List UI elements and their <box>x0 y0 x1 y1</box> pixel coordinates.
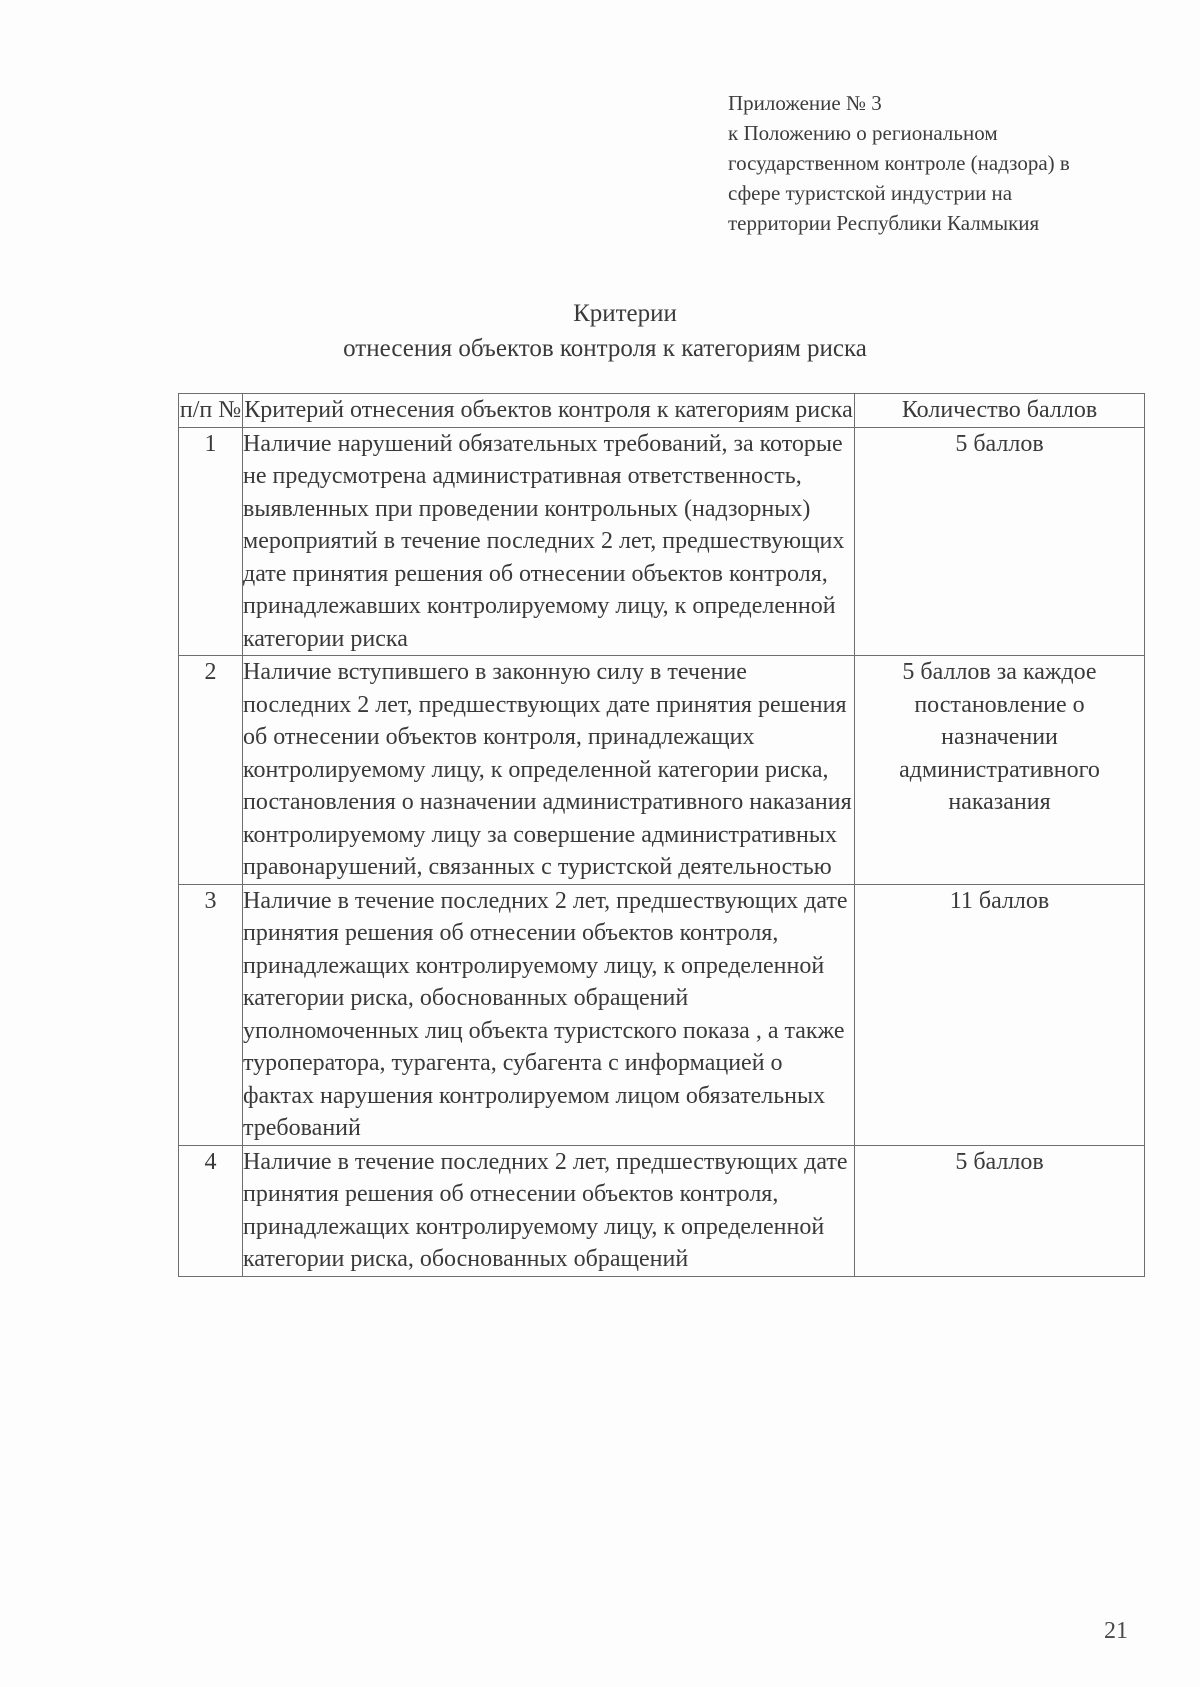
row-points: 11 баллов <box>855 884 1145 1145</box>
document-heading <box>0 296 1200 366</box>
annex-line: Приложение № 3 <box>728 91 882 115</box>
annex-line: сфере туристской индустрии на <box>728 181 1013 205</box>
row-criterion: Наличие вступившего в законную силу в течение последних 2 лет, предшествующих дате принятия решения об отнесении объектов контроля, принадлежащих контролируемому лицу, к определенной категории риска, постановления о назначении административного наказания контролируемому лицу за совершение административных правонарушений, связанных с туристской деятельностью <box>243 656 855 885</box>
annex-line: к Положению о региональном <box>728 121 998 145</box>
page-subtitle: отнесения объектов контроля к категориям риска <box>343 335 867 362</box>
criteria-table <box>178 393 1145 1277</box>
row-criterion: Наличие в течение последних 2 лет, предшествующих дате принятия решения об отнесении объектов контроля, принадлежащих контролируемому лицу, к определенной категории риска, обоснованных обращений уполномоченных лиц объекта туристского показа , а также туроператора, турагента, субагента с информацией о фактах нарушения контролируемом лицом обязательных требований <box>243 884 855 1145</box>
page-title: Критерии <box>573 300 677 327</box>
row-number: 2 <box>179 656 243 885</box>
row-number: 4 <box>179 1145 243 1276</box>
page-number: 21 <box>1104 1618 1128 1644</box>
table-row <box>179 427 1145 656</box>
column-header-points: Количество баллов <box>855 394 1145 428</box>
annex-reference <box>728 88 1148 238</box>
annex-line: территории Республики Калмыкия <box>728 211 1040 235</box>
row-criterion: Наличие в течение последних 2 лет, предшествующих дате принятия решения об отнесении объектов контроля, принадлежащих контролируемому лицу, к определенной категории риска, обоснованных обращений <box>243 1145 855 1276</box>
row-points: 5 баллов <box>855 427 1145 656</box>
row-points: 5 баллов за каждое постановление о назначении административного наказания <box>855 656 1145 885</box>
row-criterion: Наличие нарушений обязательных требований, за которые не предусмотрена административная ответственность, выявленных при проведении контрольных (надзорных) мероприятий в течение последних 2 лет, предшествующих дате принятия решения об отнесении объектов контроля, принадлежавших контролируемому лицу, к определенной категории риска <box>243 427 855 656</box>
row-number: 3 <box>179 884 243 1145</box>
table-row <box>179 656 1145 885</box>
column-header-criterion: Критерий отнесения объектов контроля к категориям риска <box>243 394 855 428</box>
table-row <box>179 884 1145 1145</box>
table-row <box>179 1145 1145 1276</box>
column-header-number: п/п № <box>179 394 243 428</box>
row-points: 5 баллов <box>855 1145 1145 1276</box>
row-number: 1 <box>179 427 243 656</box>
table-header-row <box>179 394 1145 428</box>
annex-line: государственном контроле (надзора) в <box>728 151 1070 175</box>
